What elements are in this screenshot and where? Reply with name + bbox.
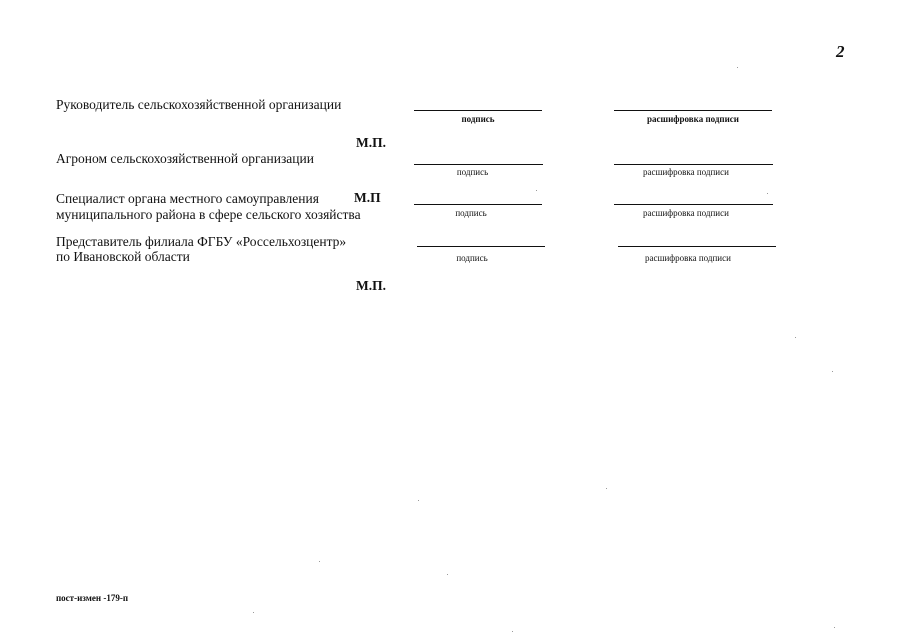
signature-line-specialist xyxy=(414,204,542,205)
page-number: 2 xyxy=(836,42,845,61)
signature-line-representative xyxy=(417,246,545,247)
signature-caption-specialist: подпись xyxy=(455,208,487,218)
scan-speck xyxy=(832,371,833,372)
signature-line-head xyxy=(414,110,542,111)
scan-speck xyxy=(606,488,607,489)
role-representative-label-line2: по Ивановской области xyxy=(56,249,190,264)
decoding-line-head xyxy=(614,110,772,111)
decoding-line-representative xyxy=(618,246,776,247)
document-footer-code: пост-измен -179-п xyxy=(56,593,129,603)
stamp-place-1: М.П. xyxy=(356,135,386,150)
role-representative-label-line1: Представитель филиала ФГБУ «Россельхозцентр» xyxy=(56,234,347,249)
decoding-caption-agronomist: расшифровка подписи xyxy=(643,167,729,177)
stamp-place-2: М.П xyxy=(354,190,381,205)
signature-line-agronomist xyxy=(414,164,543,165)
role-agronomist-label: Агроном сельскохозяйственной организации xyxy=(56,151,314,166)
scan-speck xyxy=(418,500,419,501)
decoding-caption-representative: расшифровка подписи xyxy=(645,253,731,263)
role-specialist-label-line1: Специалист органа местного самоуправления xyxy=(56,191,319,206)
decoding-line-specialist xyxy=(614,204,773,205)
signature-caption-head: подпись xyxy=(461,114,495,124)
signature-caption-representative: подпись xyxy=(456,253,488,263)
decoding-line-agronomist xyxy=(614,164,773,165)
stamp-place-3: М.П. xyxy=(356,278,386,293)
signature-caption-agronomist: подпись xyxy=(456,167,489,177)
scan-speck xyxy=(536,190,537,191)
scan-speck xyxy=(767,193,768,194)
decoding-caption-head: расшифровка подписи xyxy=(647,114,739,124)
scan-speck xyxy=(512,631,513,632)
scan-speck xyxy=(834,627,835,628)
role-head-label: Руководитель сельскохозяйственной организации xyxy=(56,97,342,112)
scan-speck xyxy=(253,612,254,613)
scan-speck xyxy=(447,574,448,575)
scan-speck xyxy=(737,67,738,68)
role-specialist-label-line2: муниципального района в сфере сельского хозяйства xyxy=(56,207,361,222)
decoding-caption-specialist: расшифровка подписи xyxy=(643,208,729,218)
scan-speck xyxy=(319,561,320,562)
scan-speck xyxy=(795,337,796,338)
